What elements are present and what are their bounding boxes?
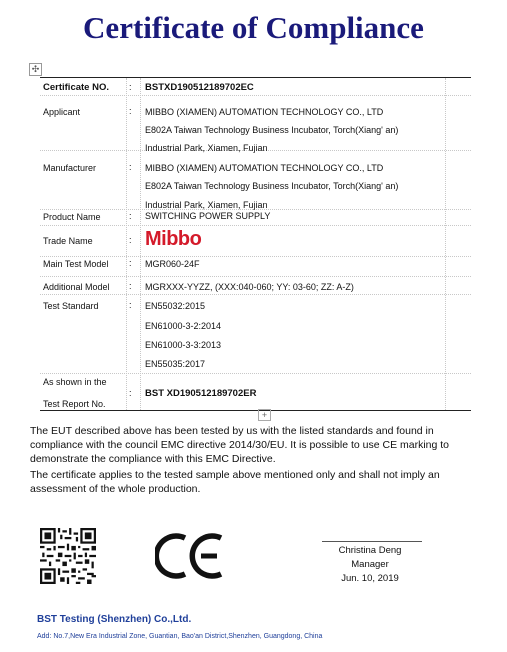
issuer-address: Add: No.7,New Era Industrial Zone, Guantian, Bao'an District,Shenzhen, Guangdong, China: [37, 633, 323, 640]
report-label-line: Test Report No.: [43, 399, 106, 409]
manufacturer-line: MIBBO (XIAMEN) AUTOMATION TECHNOLOGY CO., LTD: [145, 163, 384, 173]
signature-date: Jun. 10, 2019: [341, 573, 399, 584]
certificate-no-value: BSTXD190512189702EC: [145, 82, 254, 93]
report-number-value: BST XD190512189702ER: [145, 388, 257, 399]
signatory-title: Manager: [351, 559, 389, 570]
grid-line: [40, 276, 471, 277]
additional-model-value: MGRXXX-YYZZ, (XXX:040-060; YY: 03-60; ZZ: A-Z): [145, 282, 354, 292]
grid-line: [140, 78, 141, 410]
applicant-line: E802A Taiwan Technology Business Incubator, Torch(Xiang' an): [145, 125, 399, 135]
applicant-line: Industrial Park, Xiamen, Fujian: [145, 143, 268, 153]
report-label-line: As shown in the: [43, 377, 107, 387]
grid-line: [40, 256, 471, 257]
test-standard-item: EN61000-3-2:2014: [145, 321, 222, 331]
manufacturer-line: E802A Taiwan Technology Business Incubator, Torch(Xiang' an): [145, 181, 399, 191]
colon: :: [129, 388, 132, 398]
test-standard-label: Test Standard: [43, 301, 99, 311]
main-test-model-label: Main Test Model: [43, 259, 109, 269]
table-move-handle-icon[interactable]: ✣: [29, 63, 42, 76]
applicant-label: Applicant: [43, 107, 81, 117]
qr-code-icon: [40, 528, 96, 584]
test-standard-item: EN55035:2017: [145, 359, 206, 369]
compliance-statement: The EUT described above has been tested by us with the listed standards and found in compliance with the council EMC directive 2014/30/EU. It is possible to use CE marking to demonstrate the compliance with this EMC Directive.: [30, 425, 450, 465]
grid-line: [40, 95, 471, 96]
colon: :: [129, 281, 132, 291]
colon: :: [129, 258, 132, 268]
manufacturer-line: Industrial Park, Xiamen, Fujian: [145, 200, 268, 210]
trade-name-label: Trade Name: [43, 236, 93, 246]
signatory-name: Christina Deng: [338, 545, 402, 556]
grid-line: [40, 294, 471, 295]
main-test-model-value: MGR060-24F: [145, 259, 200, 269]
grid-line: [40, 225, 471, 226]
certificate-table: [40, 77, 471, 411]
colon: :: [129, 211, 132, 221]
certificate-no-label: Certificate NO.: [43, 82, 109, 93]
certificate-title: Certificate of Compliance: [83, 10, 424, 45]
test-standard-item: EN55032:2015: [145, 301, 206, 311]
manufacturer-label: Manufacturer: [43, 163, 97, 173]
colon: :: [129, 106, 132, 116]
product-name-value: SWITCHING POWER SUPPLY: [145, 211, 271, 221]
colon: :: [129, 300, 132, 310]
applicant-line: MIBBO (XIAMEN) AUTOMATION TECHNOLOGY CO., LTD: [145, 107, 384, 117]
signature-line: [322, 541, 422, 542]
test-standard-item: EN61000-3-3:2013: [145, 340, 222, 350]
issuer-company: BST Testing (Shenzhen) Co.,Ltd.: [37, 614, 192, 625]
colon: :: [129, 162, 132, 172]
scope-statement: The certificate applies to the tested sample above mentioned only and shall not imply an assessment of the whole production.: [30, 469, 440, 495]
ce-mark-icon: [155, 530, 227, 582]
grid-line: [445, 78, 446, 410]
mibbo-logo: Mibbo: [145, 228, 202, 250]
grid-line: [40, 373, 471, 374]
grid-line: [126, 78, 127, 410]
colon: :: [129, 82, 132, 92]
additional-model-label: Additional Model: [43, 282, 110, 292]
table-add-row-icon[interactable]: +: [258, 409, 271, 421]
product-name-label: Product Name: [43, 212, 101, 222]
colon: :: [129, 235, 132, 245]
